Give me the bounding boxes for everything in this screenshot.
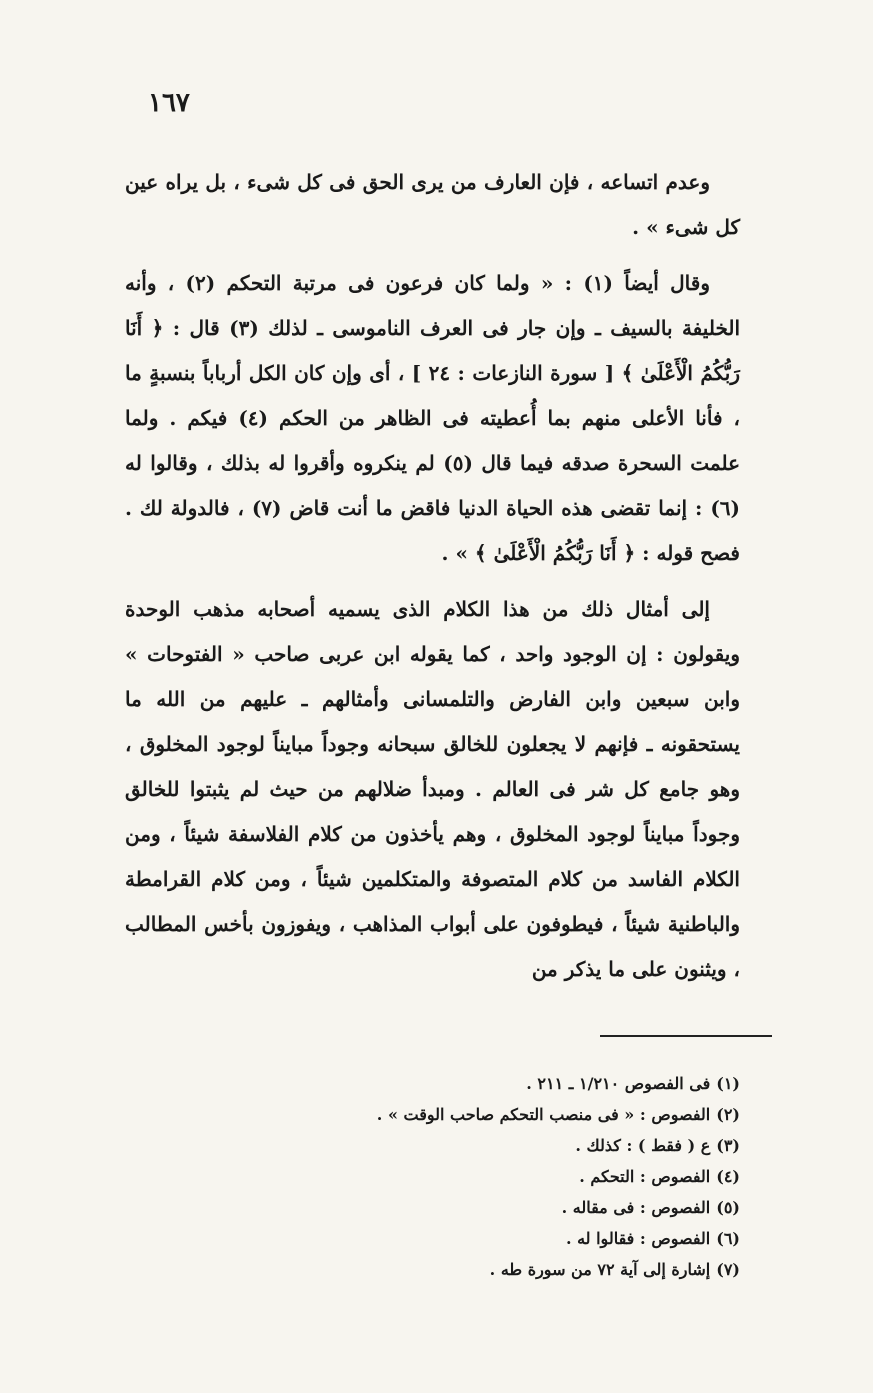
footnote-divider	[600, 1035, 772, 1037]
footnote-number: (٣)	[716, 1136, 740, 1155]
footnote-number: (٢)	[716, 1105, 740, 1124]
footnote-number: (٧)	[716, 1260, 740, 1279]
paragraph: إلى أمثال ذلك من هذا الكلام الذى يسميه أصحابه مذهب الوحدة ويقولون : إن الوجود واحد ، كما يقوله ابن عربى صاحب « الفتوحات » وابن سبعين وابن الفارض والتلمسانى وأمثالهم ـ عليهم من الله ما يستحقونه ـ فإنهم لا يجعلون للخالق سبحانه وجوداً مبايناً لوجود المخلوق ، وهو جامع كل شر فى العالم . ومبدأ ضلالهم من حيث لم يثبتوا للخالق وجوداً مبايناً لوجود المخلوق ، وهم يأخذون من كلام الفلاسفة شيئاً ، ومن الكلام الفاسد من كلام المتصوفة والمتكلمين شيئاً ، ومن كلام القرامطة والباطنية شيئاً ، فيطوفون على أبواب المذاهب ، ويفوزون بأخس المطالب ، ويثنون على ما يذكر من	[125, 597, 740, 981]
footnote-item	[260, 1223, 740, 1254]
footnote-item	[260, 1130, 740, 1161]
footnote-text: الفصوص : « فى منصب التحكم صاحب الوقت » .	[376, 1105, 711, 1124]
footnote-text: الفصوص : فى مقاله .	[561, 1198, 711, 1217]
footnote-item	[260, 1068, 740, 1099]
footnote-number: (٤)	[716, 1167, 740, 1186]
footnotes	[260, 1068, 740, 1285]
footnote-item	[260, 1161, 740, 1192]
footnote-number: (٥)	[716, 1198, 740, 1217]
footnote-text: ع ( فقط ) : كذلك .	[575, 1136, 711, 1155]
paragraph: وعدم اتساعه ، فإن العارف من يرى الحق فى كل شىء ، بل يراه عين كل شىء » .	[125, 170, 740, 239]
footnote-text: الفصوص : التحكم .	[579, 1167, 711, 1186]
footnote-text: فى الفصوص ١/٢١٠ ـ ٢١١ .	[526, 1074, 711, 1093]
page-number: ١٦٧	[148, 88, 190, 118]
footnote-number: (٦)	[716, 1229, 740, 1248]
footnote-item	[260, 1254, 740, 1285]
footnote-item	[260, 1099, 740, 1130]
footnote-text: الفصوص : فقالوا له .	[565, 1229, 711, 1248]
footnote-text: إشارة إلى آية ٧٢ من سورة طه .	[489, 1260, 711, 1279]
main-text	[125, 160, 740, 992]
footnote-item	[260, 1192, 740, 1223]
footnote-number: (١)	[716, 1074, 740, 1093]
paragraph: وقال أيضاً (١) : « ولما كان فرعون فى مرتبة التحكم (٢) ، وأنه الخليفة بالسيف ـ وإن جار فى العرف الناموسى ـ لذلك (٣) قال : ﴿ أَنَا رَبُّكُمُ الْأَعْلَىٰ ﴾ [ سورة النازعات : ٢٤ ] ، أى وإن كان الكل أرباباً بنسبةٍ ما ، فأنا الأعلى منهم بما أُعطيته فى الظاهر من الحكم (٤) فيكم . ولما علمت السحرة صدقه فيما قال (٥) لم ينكروه وأقروا له بذلك ، وقالوا له (٦) : إنما تقضى هذه الحياة الدنيا فاقض ما أنت قاض (٧) ، فالدولة لك . فصح قوله : ﴿ أَنَا رَبُّكُمُ الْأَعْلَىٰ ﴾ » .	[125, 271, 741, 565]
